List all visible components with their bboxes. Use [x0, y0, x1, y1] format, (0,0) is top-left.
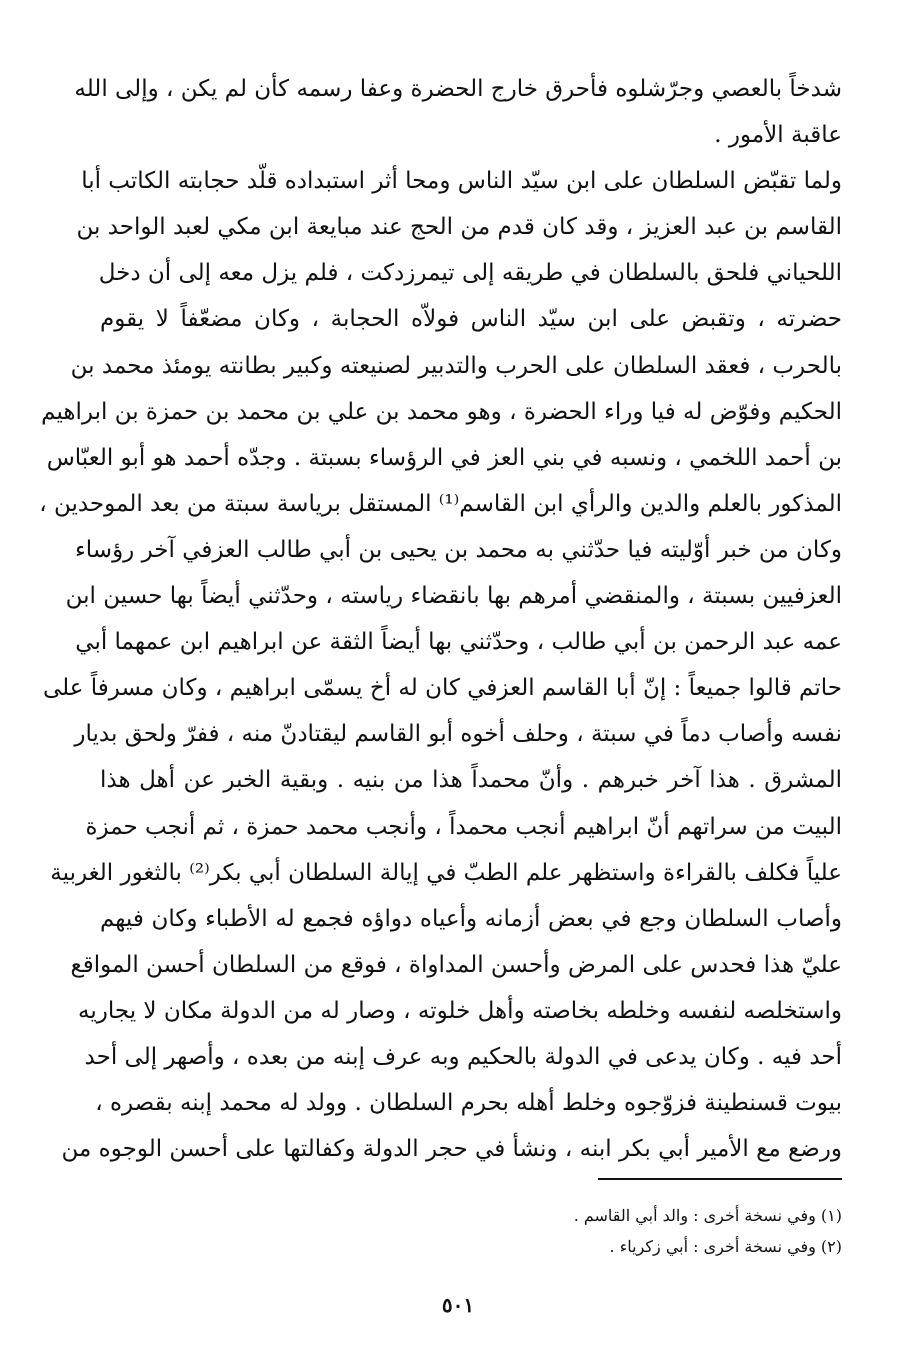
footnote-separator — [598, 1178, 842, 1180]
text-line: المشرق . هذا آخر خبرهم . وأنّ محمداً هذا من بنيه . وبقية الخبر عن أهل هذا — [100, 767, 842, 794]
text-line: أحد فيه . وكان يدعى في الدولة بالحكيم وبه عرف إبنه من بعده ، وأصهر إلى أحد — [84, 1043, 842, 1070]
text-line: المذكور بالعلم والدين والرأي ابن القاسم⁽¹⁾ المستقل برياسة سبتة من بعد الموحدين ، — [39, 490, 842, 517]
text-line: بيوت قسنطينة فزوّجوه وخلط أهله بحرم السلطان . وولد له محمد إبنه بقصره ، — [95, 1090, 842, 1117]
text-line: عليّ هذا فحدس على المرض وأحسن المداواة ، فوقع من السلطان أحسن المواقع — [70, 951, 842, 978]
text-line: حضرته ، وتقبض على ابن سيّد الناس فولاّه الحجابة ، وكان مضعّفاً لا يقوم — [100, 306, 842, 333]
text-line: بن أحمد اللخمي ، ونسبه في بني العز في الرؤساء بسبتة . وجدّه أحمد هو أبو العبّاس — [46, 444, 842, 471]
page-number: ٥٠١ — [441, 1293, 475, 1317]
text-line: القاسم بن عبد العزيز ، وقد كان قدم من الحج عند مبايعة ابن مكي لعبد الواحد بن — [76, 214, 842, 241]
footnotes-block — [300, 1200, 842, 1262]
text-line: بالحرب ، فعقد السلطان على الحرب والتدبير لصنيعته وكبير بطانته يومئذ محمد بن — [70, 352, 842, 379]
text-line: علياً فكلف بالقراءة واستظهر علم الطبّ في إيالة السلطان أبي بكر⁽²⁾ بالثغور الغربية — [50, 859, 842, 886]
text-line: الحكيم وفوّض له فيا وراء الحضرة ، وهو محمد بن علي بن محمد بن حمزة بن ابراهيم — [41, 398, 842, 425]
text-line: شدخاً بالعصي وجرّشلوه فأحرق خارج الحضرة وعفا رسمه كأن لم يكن ، وإلى الله — [74, 76, 842, 102]
text-line: ولما تقبّض السلطان على ابن سيّد الناس ومحا أثر استبداده قلّد حجابته الكاتب أبا — [81, 168, 842, 195]
text-line: وأصاب السلطان وجع في بعض أزمانه وأعياه دواؤه فجمع له الأطباء وكان فيهم — [100, 905, 842, 932]
text-line: البيت من سراتهم أنّ ابراهيم أنجب محمداً ، وأنجب محمد حمزة ، ثم أنجب حمزة — [85, 813, 842, 840]
text-line: عاقبة الأمور . — [714, 122, 842, 149]
text-line: حاتم قالوا جميعاً : إنّ أبا القاسم العزفي كان له أخ يسمّى ابراهيم ، وكان مسرفاً على — [42, 675, 842, 702]
footnote: (٢) وفي نسخة أخرى : أبي زكرياء . — [609, 1237, 842, 1256]
main-text-block — [39, 66, 842, 1172]
text-line: واستخلصه لنفسه وخلطه بخاصته وأهل خلوته ، وصار له من الدولة مكان لا يجاريه — [78, 997, 842, 1024]
footnote: (١) وفي نسخة أخرى : والد أبي القاسم . — [573, 1206, 842, 1225]
text-line: اللحياني فلحق بالسلطان في طريقه إلى تيمرزدكت ، فلم يزل معه إلى أن دخل — [98, 260, 842, 287]
text-line: ورضع مع الأمير أبي بكر ابنه ، ونشأ في حجر الدولة وكفالتها على أحسن الوجوه من — [61, 1136, 842, 1163]
text-line: نفسه وأصاب دماً في سبتة ، وحلف أخوه أبو القاسم ليقتادنّ منه ، ففرّ ولحق بديار — [74, 721, 842, 748]
text-line: عمه عبد الرحمن بن أبي طالب ، وحدّثني بها أيضاً الثقة عن ابراهيم ابن عمهما أبي — [75, 629, 842, 656]
text-line: وكان من خبر أوّليته فيا حدّثني به محمد بن يحيى بن أبي طالب العزفي آخر رؤساء — [74, 536, 842, 563]
text-line: العزفيين بسبتة ، والمنقضي أمرهم بها بانقضاء رياسته ، وحدّثني أيضاً بها حسين ابن — [65, 583, 842, 610]
